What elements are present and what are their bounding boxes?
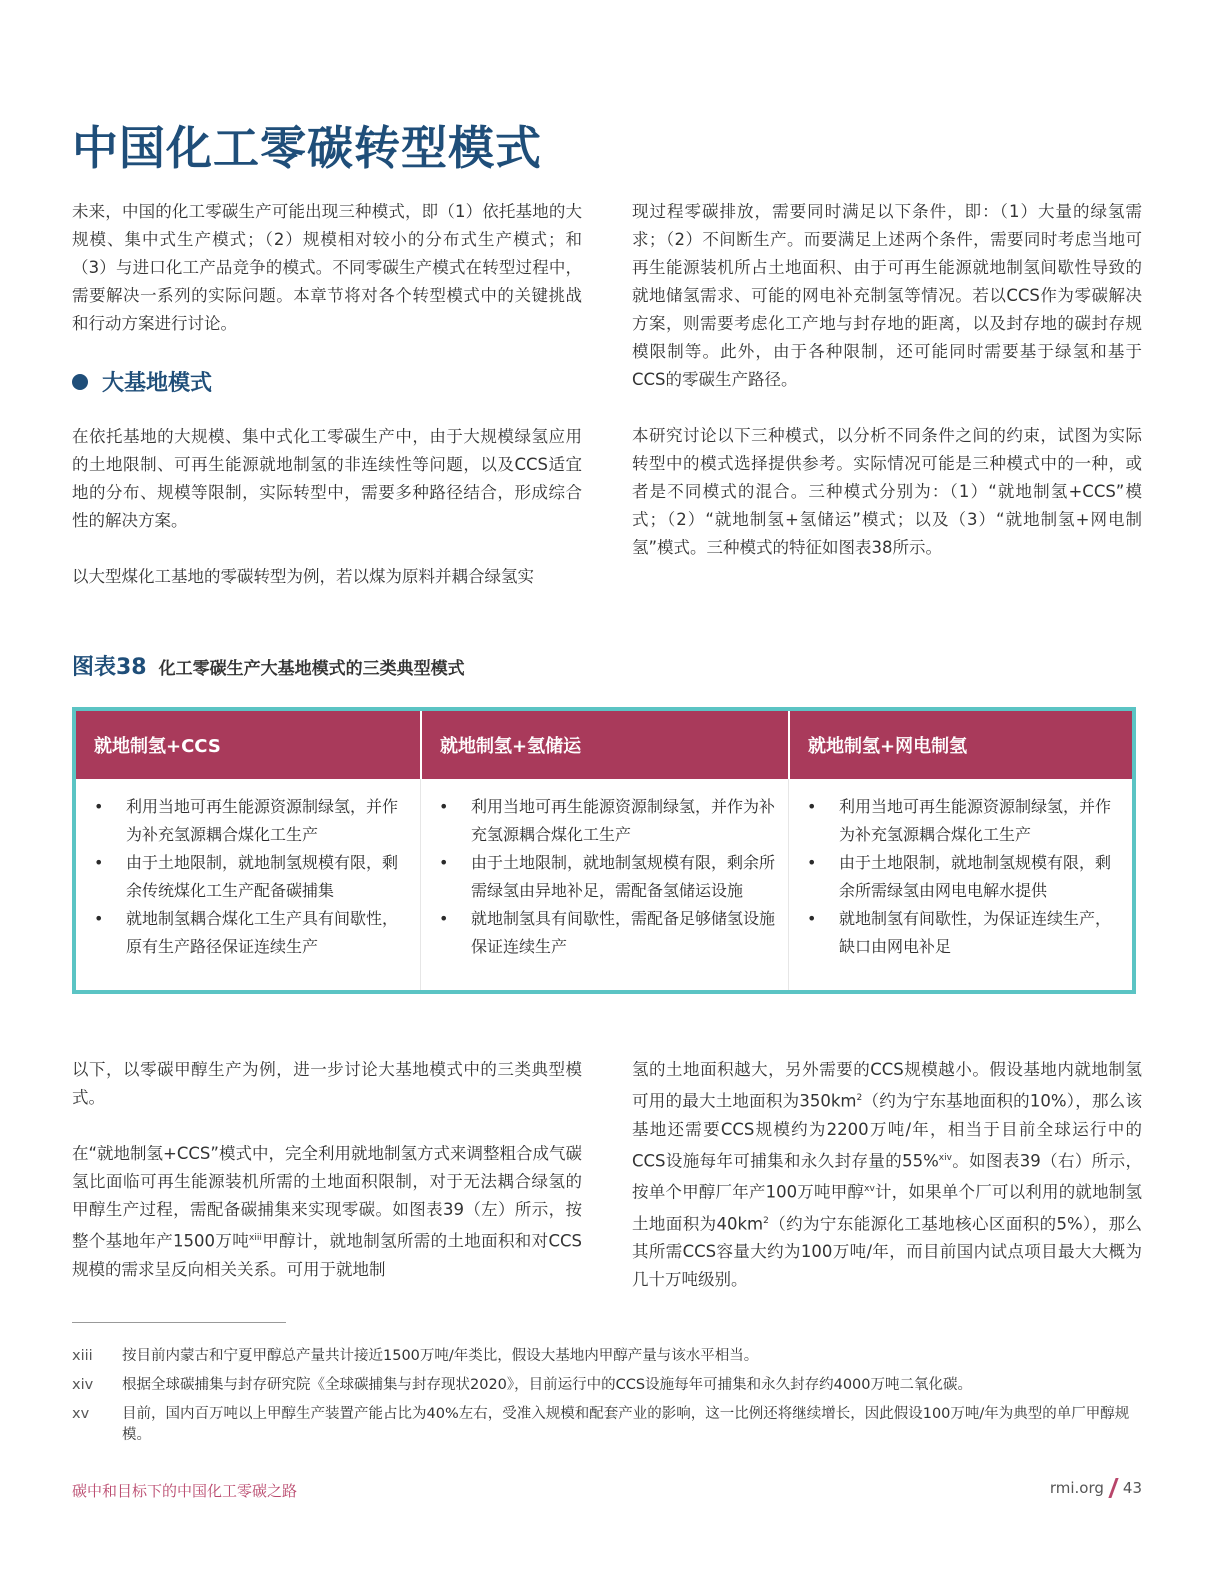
footnote-number: xiii [72,1348,93,1364]
list-item: • 利用当地可再生能源资源制绿氢，并作为补充氢源耦合煤化工生产 [84,793,408,849]
figure-column [76,711,420,990]
text-segment: 。如图表39（右）所示，按单个甲醇厂年产100万吨甲醇 [632,1151,1142,1202]
section-bullet-icon [72,374,88,390]
right-paragraph-2: 本研究讨论以下三种模式，以分析不同条件之间的约束，试图为实际转型中的模式选择提供参考。实际情况可能是三种模式中的一种，或者是不同模式的混合。三种模式分别为：（1）“就地制氢+CCS”模式；（2）“就地制氢+氢储运”模式；以及（3）“就地制氢+网电制氢”模式。三种模式的特征如图表38所示。 [632,426,1142,557]
lower-left-paragraph-2 [72,1140,582,1284]
list-item: • 由于土地限制，就地制氢规模有限，剩余所需绿氢由网电电解水提供 [797,849,1120,905]
footnotes [72,1346,1142,1454]
footnote [72,1375,1142,1396]
lower-right-column [632,1056,1142,1322]
list-item: • 利用当地可再生能源资源制绿氢，并作为补充氢源耦合煤化工生产 [429,793,776,849]
list-item: • 由于土地限制，就地制氢规模有限，剩余所需绿氢由异地补足，需配备氢储运设施 [429,849,776,905]
list-item: • 就地制氢耦合煤化工生产具有间歇性，原有生产路径保证连续生产 [84,905,408,961]
page-number: 43 [1122,1479,1142,1497]
footnote-number: xiv [72,1377,94,1393]
text-segment: （约为宁东基地面积的10%），那么该基地还需要CCS规模约为2200万吨/年，相当于目前全球运行中的CCS设施每年可捕集和永久封存量的55% [632,1091,1142,1170]
list-item: • 由于土地限制，就地制氢规模有限，剩余传统煤化工生产配备碳捕集 [84,849,408,905]
footnote-divider [72,1322,286,1323]
footer-page-info [1050,1478,1142,1498]
lower-left-column [72,1056,582,1312]
footnote-ref-xiv: xiv [938,1152,952,1163]
footnote-ref-xv: xv [864,1184,875,1194]
section-paragraph-2: 以大型煤化工基地的零碳转型为例，若以煤为原料并耦合绿氢实 [72,567,534,586]
lower-left-paragraph-1: 以下，以零碳甲醇生产为例，进一步讨论大基地模式中的三类典型模式。 [72,1060,582,1107]
left-column [72,198,582,619]
list-item: • 就地制氢有间歇性，为保证连续生产，缺口由网电补足 [797,905,1120,961]
text-segment: 在“就地制氢+CCS”模式中，完全利用就地制氢方式来调整粗合成气碳氢比面临可再生能源装机所需的土地面积限制，对于无法耦合绿氢的甲醇生产过程，需配备碳捕集来实现零碳。如图表39（左）所示，按整个基地年产1500万吨 [72,1144,582,1251]
right-column [632,198,1142,590]
text-segment: 计，如果单个厂可以利用的就地制氢土地面积为40km [632,1182,1143,1233]
figure-column-body [76,779,420,990]
intro-paragraph: 未来，中国的化工零碳生产可能出现三种模式，即（1）依托基地的大规模、集中式生产模式；（2）规模相对较小的分布式生产模式；和（3）与进口化工产品竞争的模式。不同零碳生产模式在转型过程中，需要解决一系列的实际问题。本章节将对各个转型模式中的关键挑战和行动方案进行讨论。 [72,202,582,333]
slash-icon [1108,1478,1118,1498]
text-segment: （约为宁东能源化工基地核心区面积的5%），那么其所需CCS容量大约为100万吨/年，而目前国内试点项目最大大概为几十万吨级别。 [632,1214,1142,1289]
superscript: 2 [763,1215,769,1226]
figure-column-body [788,779,1132,990]
text-segment: 氢的土地面积越大，另外需要的CCS规模越小。假设基地内就地制氢可用的最大土地面积为350km [632,1060,1142,1111]
section-paragraph-1: 在依托基地的大规模、集中式化工零碳生产中，由于大规模绿氢应用的土地限制、可再生能源就地制氢的非连续性等问题，以及CCS适宜地的分布、规模等限制，实际转型中，需要多种路径结合，形成综合性的解决方案。 [72,427,582,530]
figure-column-body [420,779,788,990]
list-item: • 就地制氢具有间歇性，需配备足够储氢设施保证连续生产 [429,905,776,961]
footer-site-link[interactable]: rmi.org [1049,1479,1104,1497]
superscript: 2 [856,1093,863,1103]
figure-title: 化工零碳生产大基地模式的三类典型模式 [158,659,465,679]
footnote-ref-xiii: xiii [249,1233,262,1243]
footer-report-title: 碳中和目标下的中国化工零碳之路 [72,1482,298,1500]
footnote-number: xv [72,1406,90,1422]
figure-column [420,711,788,990]
footnote [72,1404,1142,1446]
figure-caption [72,650,465,681]
list-item: • 利用当地可再生能源资源制绿氢，并作为补充氢源耦合煤化工生产 [797,793,1120,849]
footnote-text: 按目前内蒙古和宁夏甲醇总产量共计接近1500万吨/年类比，假设大基地内甲醇产量与该水平相当。 [122,1348,759,1364]
figure-column-header: 就地制氢+CCS [76,711,420,779]
text-segment: 甲醇计，就地制氢所需的土地面积和对CCS规模的需求呈反向相关关系。可用于就地制 [72,1231,582,1279]
page-title: 中国化工零碳转型模式 [72,121,542,175]
right-paragraph-1: 现过程零碳排放，需要同时满足以下条件，即：（1）大量的绿氢需求；（2）不间断生产。而要满足上述两个条件，需要同时考虑当地可再生能源装机所占土地面积、由于可再生能源就地制氢间歇性导致的就地储氢需求、可能的网电补充制氢等情况。若以CCS作为零碳解决方案，则需要考虑化工产地与封存地的距离，以及封存地的碳封存规模限制等。此外，由于各种限制，还可能同时需要基于绿氢和基于CCS的零碳生产路径。 [632,202,1142,389]
figure-column [788,711,1132,990]
figure-table [72,707,1136,994]
figure-column-header: 就地制氢+网电制氢 [788,711,1132,779]
figure-column-header: 就地制氢+氢储运 [420,711,788,779]
footnote-text: 根据全球碳捕集与封存研究院《全球碳捕集与封存现状2020》，目前运行中的CCS设施每年可捕集和永久封存约4000万吨二氧化碳。 [122,1377,973,1393]
figure-number: 图表38 [72,655,147,680]
footnote [72,1346,1142,1367]
lower-right-paragraph [632,1056,1142,1294]
footnote-text: 目前，国内百万吨以上甲醇生产装置产能占比为40%左右，受准入规模和配套产业的影响，这一比例还将继续增长，因此假设100万吨/年为典型的单厂甲醇规模。 [122,1406,1130,1443]
section-title: 大基地模式 [102,371,213,396]
section-heading [72,366,582,397]
